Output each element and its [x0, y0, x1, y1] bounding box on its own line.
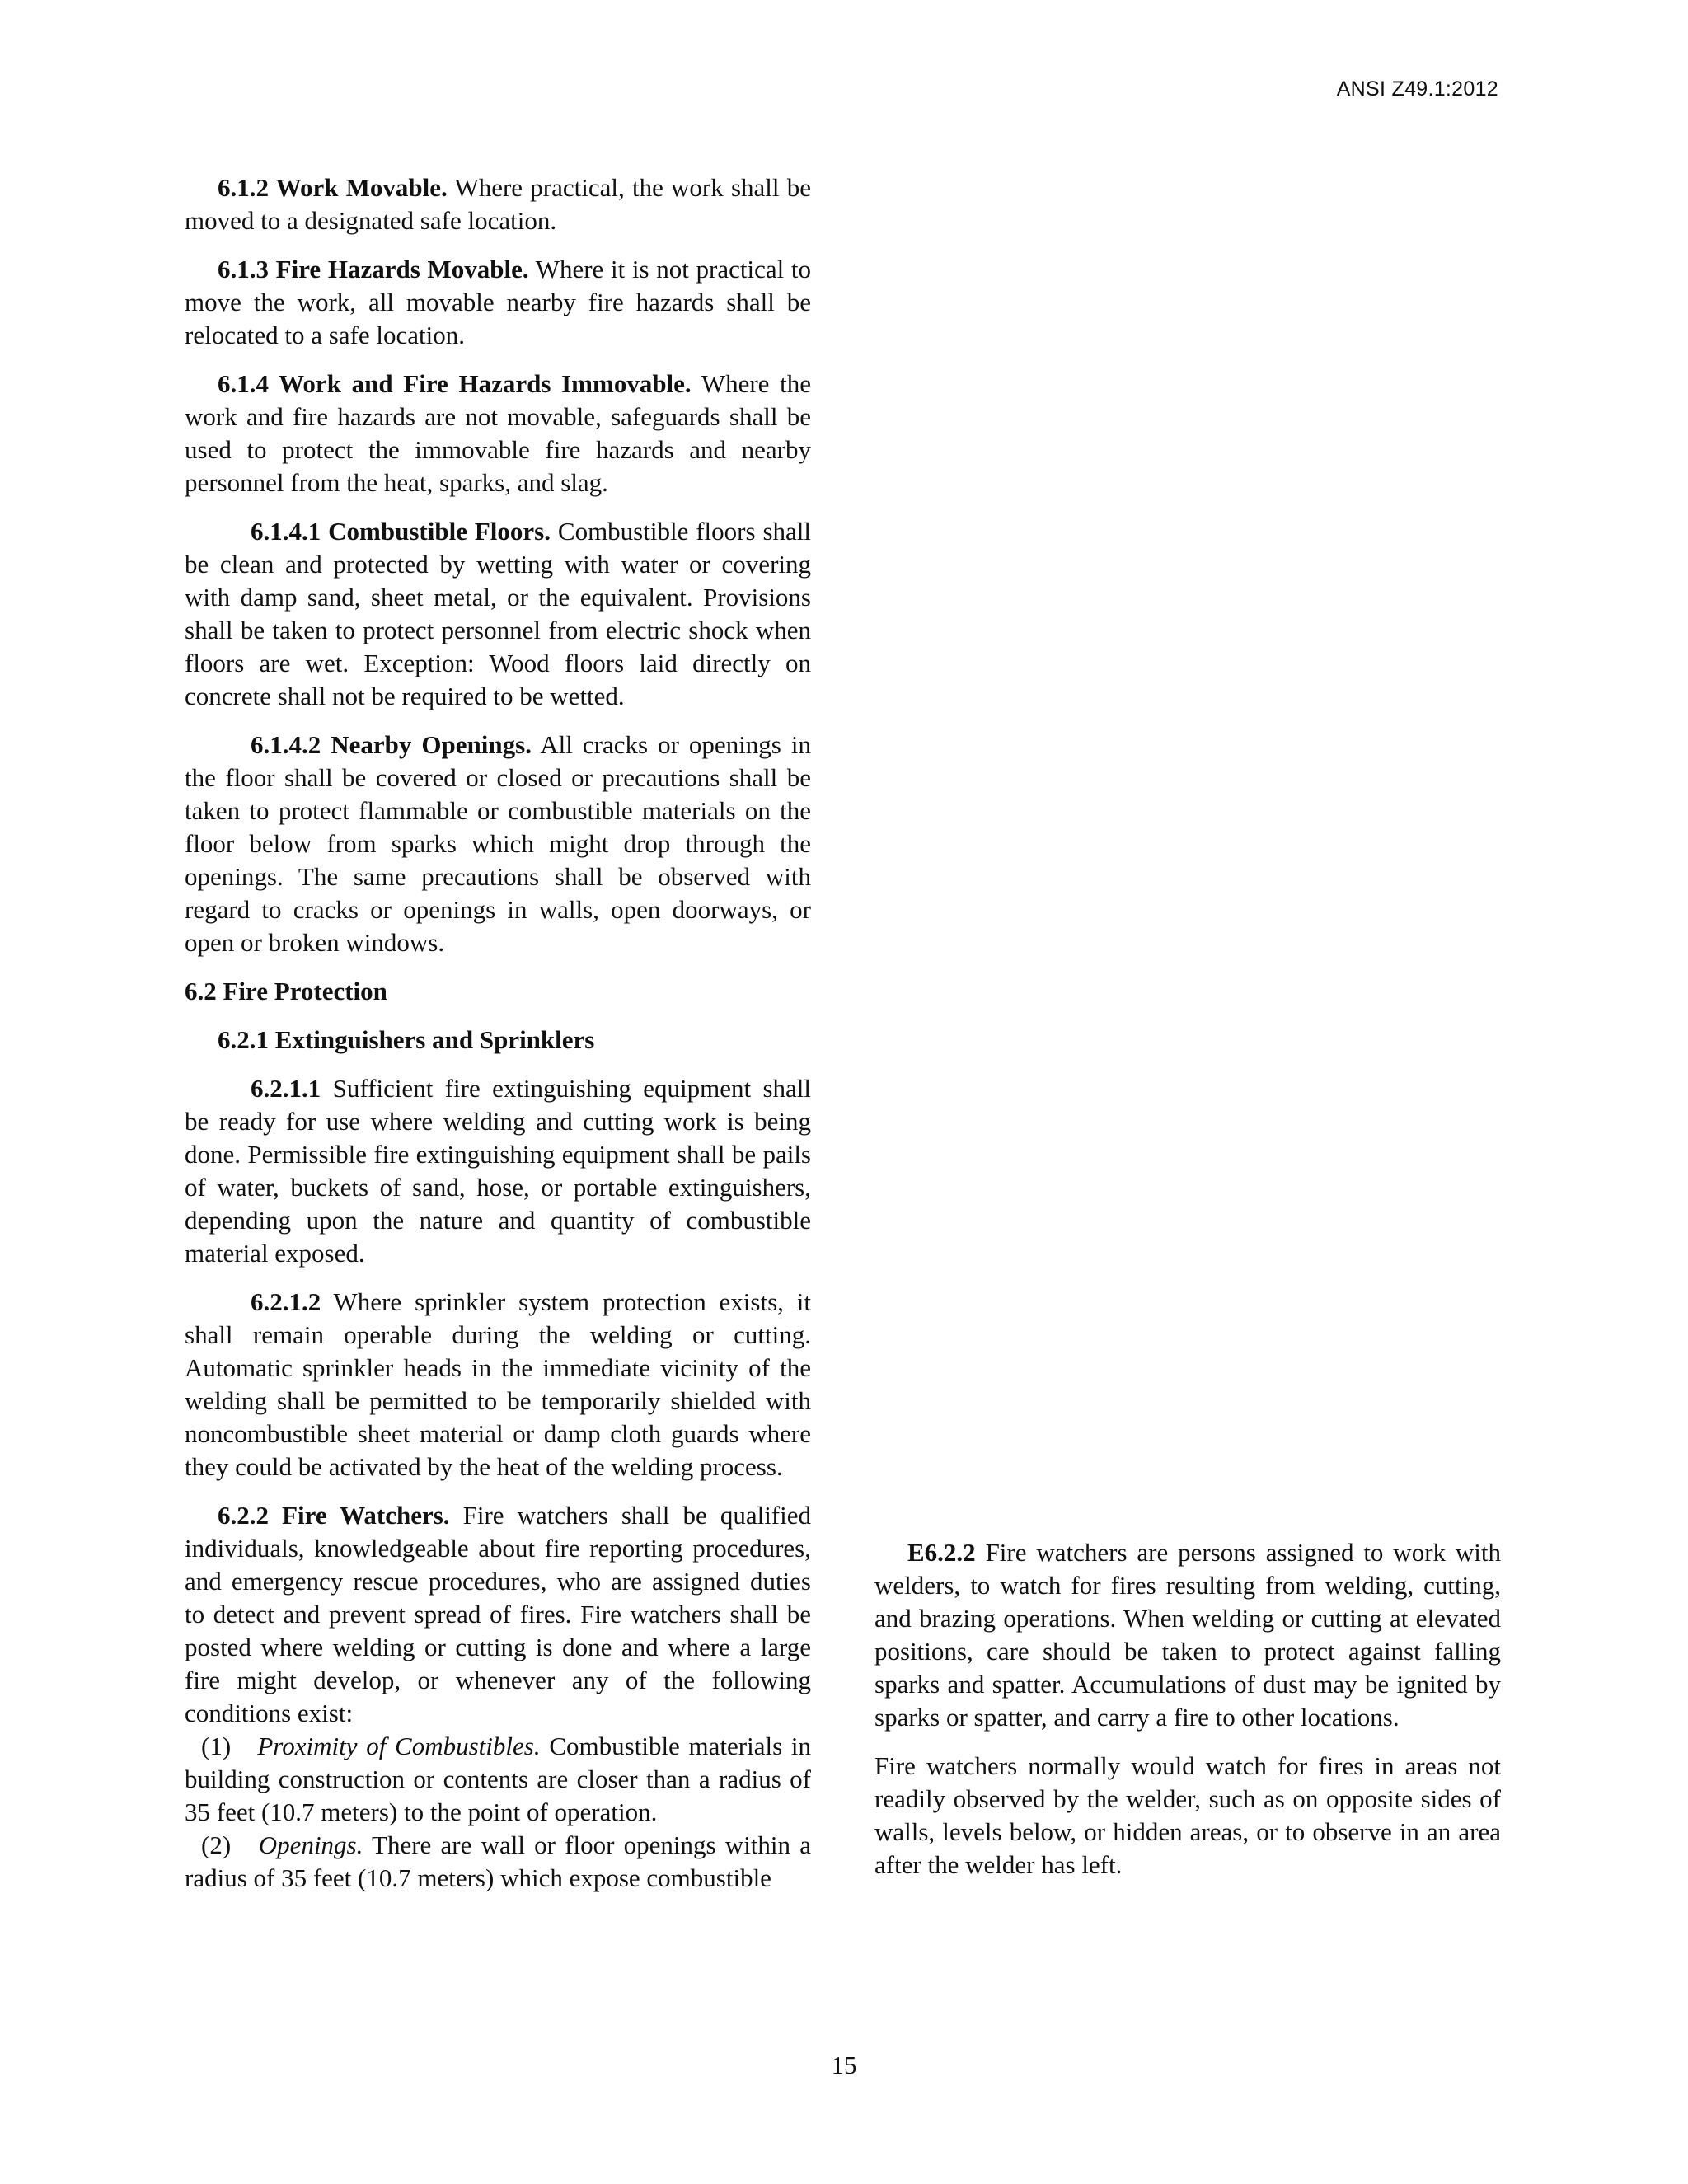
section-text: Where it is not practical to move the work, all movable nearby fire hazards shall be relocated to a safe location.	[185, 255, 811, 349]
section-heading-6-2-1: 6.2.1 Extinguishers and Sprinklers	[218, 1025, 595, 1054]
section-text: Where the work and fire hazards are not movable, safeguards shall be used to protect the immovable fire hazards and nearby personnel from the heat, sparks, and slag.	[185, 369, 811, 497]
section-text: Sufficient fire extinguishing equipment shall be ready for use where welding and cutting work is being done. Permissible fire extinguishing equipment shall be pails of water, buckets of sand, hose, or portable extinguishers, depending upon the nature and quantity of combustible material exposed.	[185, 1074, 811, 1268]
section-6-1-2	[185, 171, 811, 237]
section-label: 6.1.4 Work and Fire Hazards Immovable.	[218, 369, 692, 398]
section-text: All cracks or openings in the floor shall be covered or closed or precautions shall be taken to protect flammable or combustible materials on the floor below from sparks which might drop through the openings. The same precautions shall be observed with regard to cracks or openings in walls, open doorways, or open or broken windows.	[185, 730, 812, 957]
explanation-e6-2-2-continued: Fire watchers normally would watch for fires in areas not readily observed by the welder, such as on opposite sides of walls, levels below, or hidden areas, or to observe in an area after the welder has left.	[874, 1751, 1501, 1879]
list-title: Proximity of Combustibles.	[257, 1732, 541, 1760]
explanation-label: E6.2.2	[907, 1538, 976, 1567]
explanation-column	[874, 1536, 1501, 1897]
section-label: 6.2.2 Fire Watchers.	[218, 1501, 450, 1530]
section-6-1-3	[185, 253, 811, 352]
section-text: Where sprinkler system protection exists, it shall remain operable during the welding or cutting. Automatic sprinkler heads in the immediate vicinity of the welding shall be permitted to be temporarily shielded with noncombustible sheet material or damp cloth guards where they could be activated by the heat of the welding process.	[185, 1287, 811, 1481]
section-6-2-1-2	[185, 1286, 811, 1483]
section-text: Combustible floors shall be clean and protected by wetting with water or covering with damp sand, sheet metal, or the equivalent. Provisions shall be taken to protect personnel from electric shock when floors are wet. Exception: Wood floors laid directly on concrete shall not be required to be wetted.	[185, 517, 812, 710]
standard-text-column	[185, 171, 811, 1895]
section-label: 6.2.1.2	[251, 1287, 321, 1316]
list-item-openings	[185, 1829, 811, 1895]
section-6-1-4-1	[185, 515, 811, 713]
section-label: 6.1.3 Fire Hazards Movable.	[218, 255, 529, 284]
document-standard-id: ANSI Z49.1:2012	[1336, 77, 1498, 101]
list-item-proximity	[185, 1730, 811, 1829]
page-number: 15	[831, 2050, 857, 2079]
list-text: There are wall or floor openings within a radius of 35 feet (10.7 meters) which expose combustible	[185, 1830, 811, 1892]
list-title: Openings.	[258, 1830, 363, 1859]
section-text: Where practical, the work shall be moved to a designated safe location.	[185, 173, 811, 235]
section-label: 6.2.1.1	[251, 1074, 321, 1103]
section-heading-6-2: 6.2 Fire Protection	[185, 977, 387, 1005]
list-number: (1)	[201, 1732, 232, 1760]
section-6-2-1-1	[185, 1072, 811, 1270]
list-text: Combustible materials in building construction or contents are closer than a radius of 35 feet (10.7 meters) to the point of operation.	[185, 1732, 812, 1826]
section-label: 6.1.2 Work Movable.	[218, 173, 448, 202]
list-number: (2)	[201, 1830, 232, 1859]
explanation-text: Fire watchers are persons assigned to work with welders, to watch for fires resulting from welding, cutting, and brazing operations. When welding or cutting at elevated positions, care should be taken to protect against falling sparks and spatter. Accumulations of dust may be ignited by sparks or spatter, and carry a fire to other locations.	[874, 1538, 1501, 1732]
section-label: 6.1.4.2 Nearby Openings.	[251, 730, 532, 759]
section-label: 6.1.4.1 Combustible Floors.	[251, 517, 551, 546]
section-6-1-4-2	[185, 729, 811, 959]
section-text: Fire watchers shall be qualified individuals, knowledgeable about fire reporting procedures, and emergency rescue procedures, who are assigned duties to detect and prevent spread of fires. Fire watchers shall be posted where welding or cutting is done and where a large fire might develop, or whenever any of the following conditions exist:	[185, 1501, 812, 1727]
section-6-2-2	[185, 1499, 811, 1730]
explanation-e6-2-2	[874, 1536, 1501, 1734]
section-6-1-4	[185, 368, 811, 499]
